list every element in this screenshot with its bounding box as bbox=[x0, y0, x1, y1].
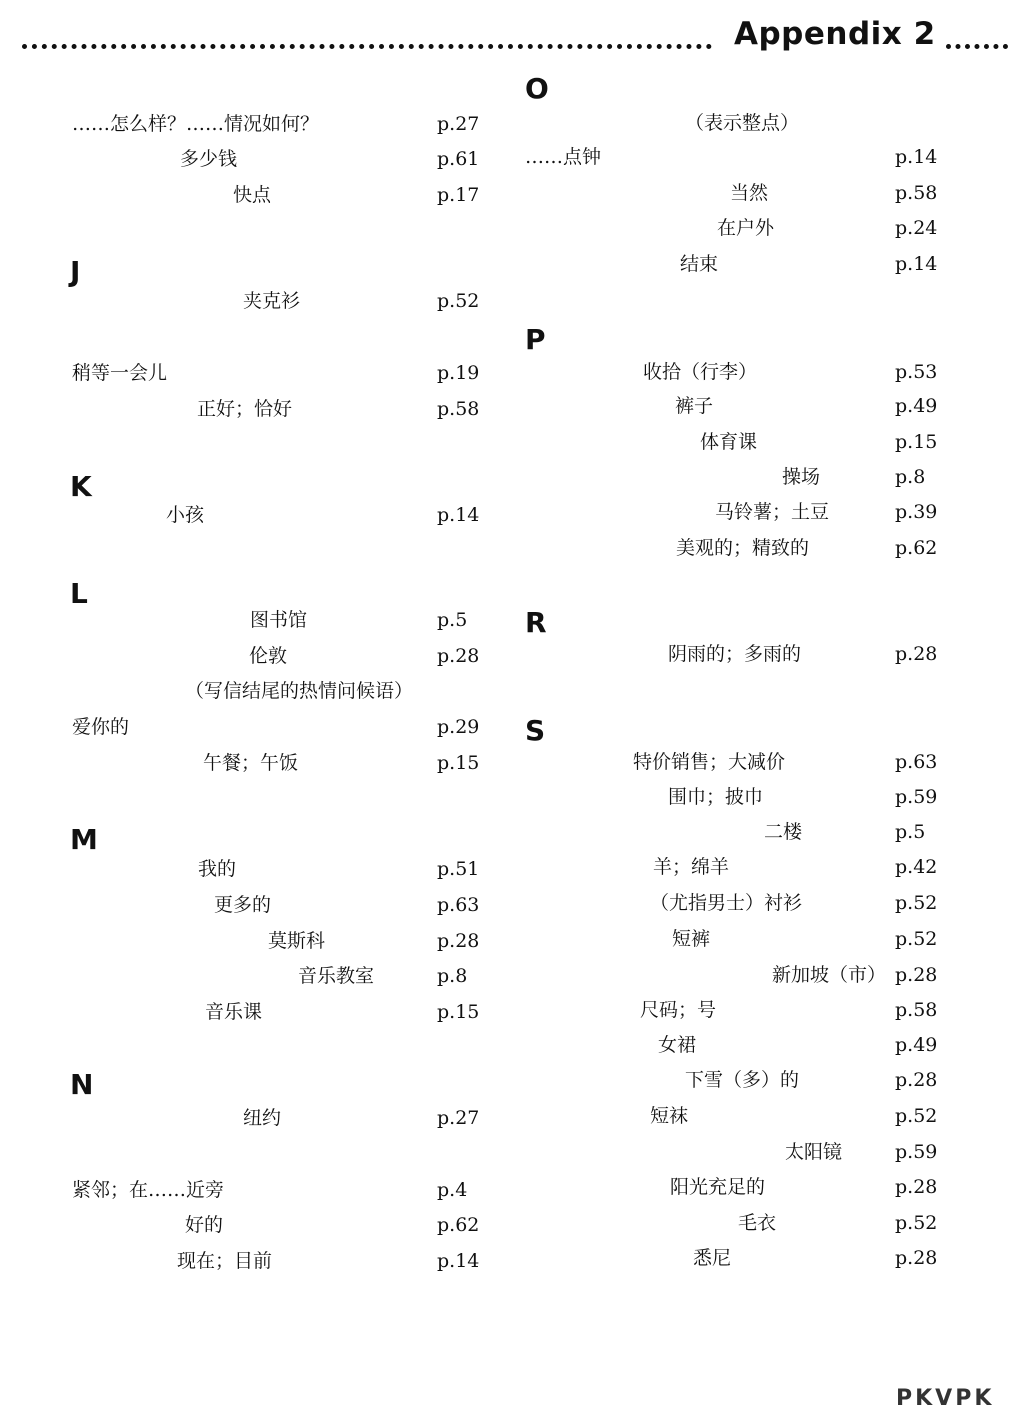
page-reference: p.58 bbox=[895, 182, 938, 204]
page-reference: p.24 bbox=[895, 217, 938, 239]
glossary-term: 伦敦 bbox=[249, 645, 288, 667]
glossary-term: 音乐课 bbox=[205, 1001, 263, 1023]
page-reference: p.27 bbox=[437, 1107, 480, 1129]
glossary-term: 裤子 bbox=[675, 395, 714, 417]
glossary-term: 午餐；午饭 bbox=[203, 752, 299, 774]
glossary-term: ……点钟 bbox=[525, 146, 602, 168]
glossary-term: 阳光充足的 bbox=[670, 1176, 766, 1198]
glossary-term: 莫斯科 bbox=[268, 930, 326, 952]
section-letter: M bbox=[70, 823, 98, 856]
page-reference: p.27 bbox=[437, 113, 480, 135]
page-reference: p.14 bbox=[895, 253, 938, 275]
page-reference: p.49 bbox=[895, 1034, 938, 1056]
glossary-term: 短袜 bbox=[650, 1105, 689, 1127]
page-reference: p.61 bbox=[437, 148, 480, 170]
page-reference: p.62 bbox=[437, 1214, 480, 1236]
page-reference: p.28 bbox=[895, 964, 938, 986]
page-reference: p.62 bbox=[895, 537, 938, 559]
glossary-term: 当然 bbox=[730, 182, 769, 204]
glossary-term: 夹克衫 bbox=[243, 290, 301, 312]
section-letter: K bbox=[70, 470, 92, 503]
page-reference: p.63 bbox=[437, 894, 480, 916]
appendix-title: Appendix 2 bbox=[734, 16, 936, 52]
glossary-term: 体育课 bbox=[700, 431, 758, 453]
glossary-term: 围巾；披巾 bbox=[668, 786, 764, 808]
glossary-term: 快点 bbox=[233, 184, 272, 206]
glossary-term: 悉尼 bbox=[693, 1247, 732, 1269]
page-reference: p.28 bbox=[895, 643, 938, 665]
glossary-term: 特价销售；大减价 bbox=[633, 751, 786, 773]
page-reference: p.59 bbox=[895, 1141, 938, 1163]
glossary-term: 多少钱 bbox=[180, 148, 238, 170]
glossary-term: 新加坡（市） bbox=[772, 964, 887, 986]
glossary-term: 女裙 bbox=[658, 1034, 697, 1056]
glossary-term: 下雪（多）的 bbox=[685, 1069, 800, 1091]
page-reference: p.52 bbox=[895, 892, 938, 914]
glossary-term: （表示整点） bbox=[685, 112, 800, 134]
glossary-term: 好的 bbox=[185, 1214, 224, 1236]
page-reference: p.29 bbox=[437, 716, 480, 738]
page-reference: p.8 bbox=[437, 965, 468, 987]
glossary-term: 马铃薯；土豆 bbox=[715, 501, 830, 523]
section-letter: L bbox=[70, 577, 88, 610]
glossary-term: 图书馆 bbox=[250, 609, 308, 631]
glossary-term: 毛衣 bbox=[738, 1212, 777, 1234]
page-reference: p.28 bbox=[437, 645, 480, 667]
page-reference: p.14 bbox=[437, 504, 480, 526]
page-reference: p.14 bbox=[437, 1250, 480, 1272]
glossary-term: 正好；恰好 bbox=[197, 398, 293, 420]
page-reference: p.52 bbox=[895, 928, 938, 950]
section-letter: S bbox=[525, 714, 546, 747]
page-reference: p.5 bbox=[895, 821, 926, 843]
page-reference: p.58 bbox=[437, 398, 480, 420]
page-reference: p.63 bbox=[895, 751, 938, 773]
glossary-term: 小孩 bbox=[166, 504, 205, 526]
page-reference: p.52 bbox=[437, 290, 480, 312]
glossary-term: 羊；绵羊 bbox=[653, 856, 730, 878]
glossary-term: 纽约 bbox=[243, 1107, 282, 1129]
page-reference: p.49 bbox=[895, 395, 938, 417]
header-dotted-rule-right bbox=[946, 44, 1008, 49]
page-reference: p.4 bbox=[437, 1179, 468, 1201]
page-reference: p.52 bbox=[895, 1105, 938, 1127]
page-reference: p.15 bbox=[895, 431, 938, 453]
glossary-term: 短裤 bbox=[672, 928, 711, 950]
glossary-term: 二楼 bbox=[764, 821, 803, 843]
section-letter: R bbox=[525, 606, 547, 639]
glossary-term: 稍等一会儿 bbox=[72, 362, 168, 384]
glossary-term: ……怎么样？……情况如何？ bbox=[72, 113, 320, 135]
section-letter: J bbox=[70, 255, 81, 288]
glossary-term: 紧邻；在……近旁 bbox=[72, 1179, 225, 1201]
page-reference: p.15 bbox=[437, 752, 480, 774]
section-letter: P bbox=[525, 323, 546, 356]
page-footer-watermark: PKVPK bbox=[896, 1386, 995, 1411]
page-reference: p.42 bbox=[895, 856, 938, 878]
glossary-term: 现在；目前 bbox=[177, 1250, 273, 1272]
page-reference: p.28 bbox=[437, 930, 480, 952]
header-dotted-rule-left bbox=[22, 44, 712, 49]
glossary-term: 在户外 bbox=[717, 217, 775, 239]
page-reference: p.19 bbox=[437, 362, 480, 384]
glossary-term: 操场 bbox=[782, 466, 821, 488]
page-reference: p.5 bbox=[437, 609, 468, 631]
glossary-term: 更多的 bbox=[214, 894, 272, 916]
page-reference: p.28 bbox=[895, 1247, 938, 1269]
page-header bbox=[22, 14, 1008, 58]
page-reference: p.53 bbox=[895, 361, 938, 383]
glossary-term: 爱你的 bbox=[72, 716, 130, 738]
glossary-term: 阴雨的；多雨的 bbox=[668, 643, 802, 665]
glossary-term: 音乐教室 bbox=[298, 965, 375, 987]
glossary-term: 美观的；精致的 bbox=[676, 537, 810, 559]
page-reference: p.14 bbox=[895, 146, 938, 168]
page-reference: p.59 bbox=[895, 786, 938, 808]
page-reference: p.15 bbox=[437, 1001, 480, 1023]
section-letter: O bbox=[525, 72, 549, 105]
glossary-term: （写信结尾的热情问候语） bbox=[185, 680, 414, 702]
page-reference: p.28 bbox=[895, 1176, 938, 1198]
page-reference: p.39 bbox=[895, 501, 938, 523]
glossary-term: 太阳镜 bbox=[785, 1141, 843, 1163]
glossary-term: 尺码；号 bbox=[640, 999, 717, 1021]
glossary-term: 我的 bbox=[198, 858, 237, 880]
glossary-term: 收拾（行李） bbox=[643, 361, 758, 383]
page-reference: p.51 bbox=[437, 858, 480, 880]
section-letter: N bbox=[70, 1068, 94, 1101]
glossary-term: 结束 bbox=[680, 253, 719, 275]
page-reference: p.17 bbox=[437, 184, 480, 206]
glossary-term: （尤指男士）衬衫 bbox=[650, 892, 803, 914]
page-reference: p.52 bbox=[895, 1212, 938, 1234]
page-reference: p.28 bbox=[895, 1069, 938, 1091]
page-reference: p.8 bbox=[895, 466, 926, 488]
page-reference: p.58 bbox=[895, 999, 938, 1021]
